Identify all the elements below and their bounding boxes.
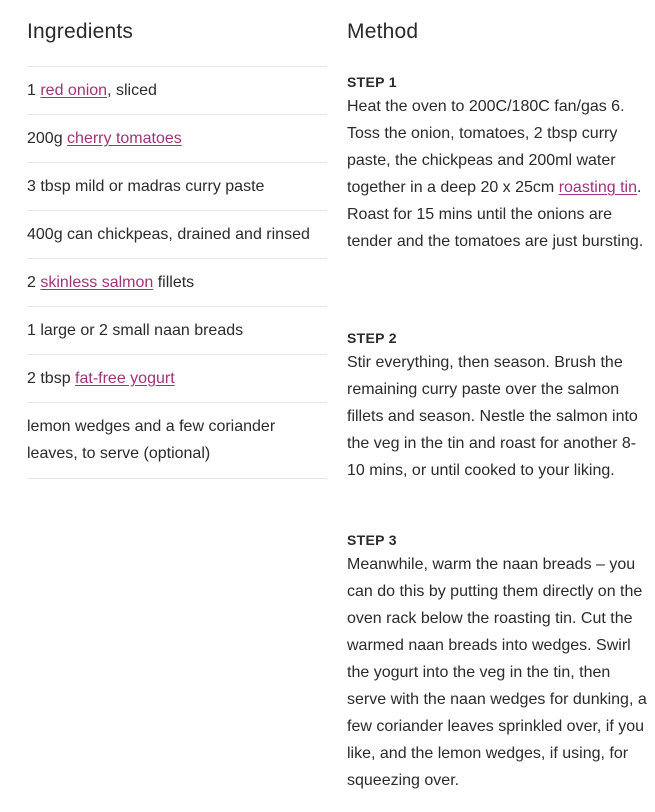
ingredients-heading: Ingredients [27,20,134,43]
ingredient-item [27,307,327,355]
step-heading: STEP 1 [347,74,397,90]
step-link-roasting-tin[interactable]: roasting tin [558,179,637,196]
ingredient-text: 1 large or 2 small naan breads [27,322,244,339]
ingredient-link-fat-free-yogurt[interactable]: fat-free yogurt [75,370,175,387]
ingredient-item [27,259,327,307]
ingredients-list [27,66,327,479]
ingredient-note: fillets [153,274,195,291]
step-text-part: . Roast for 15 mins until the onions are tender and the tomatoes are just bursting. [347,179,644,250]
ingredient-item [27,163,327,211]
ingredient-quantity: 2 tbsp [27,370,76,387]
ingredient-link-skinless-salmon[interactable]: skinless salmon [40,274,154,291]
ingredient-link-cherry-tomatoes[interactable]: cherry tomatoes [67,130,182,147]
step-heading: STEP 2 [347,330,397,346]
step-text: Stir everything, then season. Brush the remaining curry paste over the salmon fillets and season. Nestle the salmon into the veg in the tin and roast for another 8-10 mins, or until cooked to your liking. [347,354,638,479]
ingredient-item [27,211,327,259]
ingredient-item [27,403,327,479]
ingredient-item [27,355,327,403]
method-step-1 [347,73,652,255]
ingredient-text: 400g can chickpeas, drained and rinsed [27,226,310,243]
ingredient-text: lemon wedges and a few coriander leaves, to serve (optional) [27,418,276,462]
method-heading: Method [347,20,419,43]
step-text [347,93,652,255]
step-text-part: Heat the oven to 200C/180C fan/gas 6. Toss the onion, tomatoes, 2 tbsp curry paste, the chickpeas and 200ml water together in a deep 20 x 25cm [347,98,625,196]
ingredient-text: 3 tbsp mild or madras curry paste [27,178,265,195]
step-text: Meanwhile, warm the naan breads – you can do this by putting them directly on the oven rack below the roasting tin. Cut the warmed naan breads into wedges. Swirl the yogurt into the veg in the tin, then serve with the naan wedges for dunking, a few coriander leaves sprinkled over, if you like, and the lemon wedges, if using, for squeezing over. [347,556,647,789]
ingredient-quantity: 2 [27,274,41,291]
ingredient-link-red-onion[interactable]: red onion [40,82,108,99]
ingredient-quantity: 1 [27,82,41,99]
ingredient-item [27,115,327,163]
method-step-2 [347,329,652,484]
ingredient-note: , sliced [107,82,157,99]
step-heading: STEP 3 [347,532,397,548]
ingredient-quantity: 200g [27,130,68,147]
method-step-3 [347,531,652,794]
ingredient-item [27,67,327,115]
